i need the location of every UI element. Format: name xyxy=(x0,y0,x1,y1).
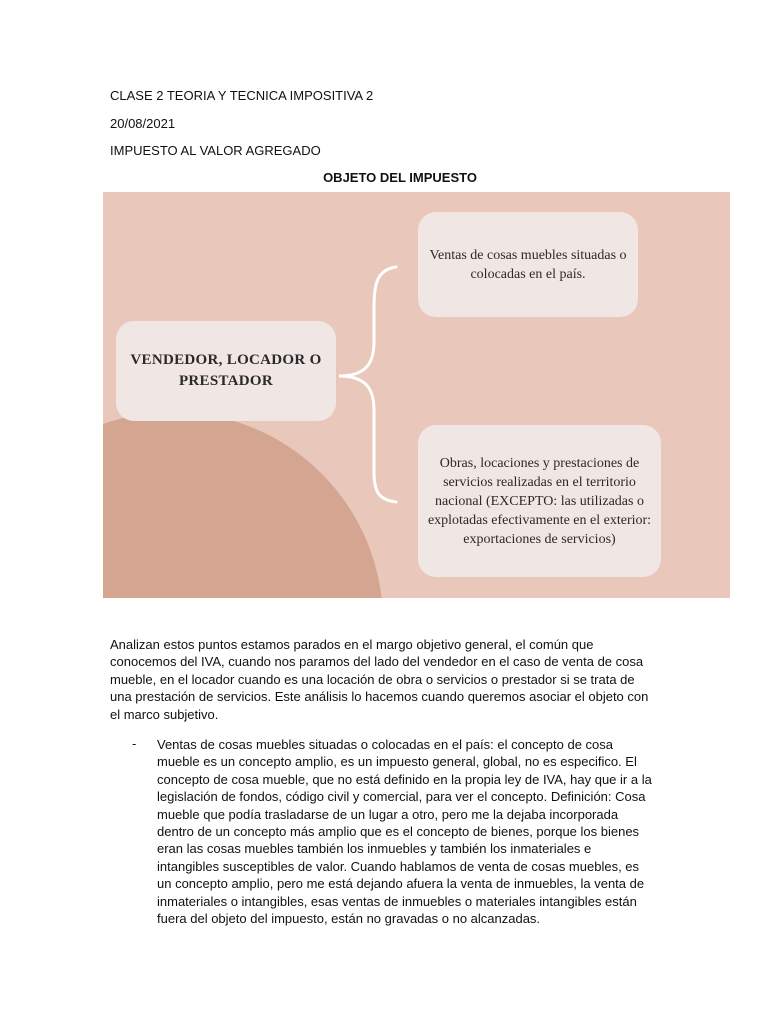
section-title: OBJETO DEL IMPUESTO xyxy=(323,170,477,185)
bullet-marker: - xyxy=(132,736,137,751)
branch-box-sales: Ventas de cosas muebles situadas o colocadas en el país. xyxy=(418,212,638,317)
date-line: 20/08/2021 xyxy=(110,116,176,131)
mind-map-diagram xyxy=(103,192,730,598)
body-paragraph: Analizan estos puntos estamos parados en el margo objetivo general, el común que conocemos del IVA, cuando nos paramos del lado del vendedor en el caso de venta de cosa mueble, en el locador cuando es una locación de obra o servicios o prestador si se trata de una prestación de servicios. Este análisis lo hacemos cuando queremos asociar el objeto con el marco subjetivo. xyxy=(110,637,649,722)
main-concept-box: VENDEDOR, LOCADOR O PRESTADOR xyxy=(116,321,336,421)
branch-box-services: Obras, locaciones y prestaciones de servicios realizadas en el territorio nacional (EXCEPTO: las utilizadas o explotadas efectivamente en el exterior: exportaciones de servicios) xyxy=(418,425,661,577)
bullet-item: Ventas de cosas muebles situadas o colocadas en el país: el concepto de cosa mueble es un concepto amplio, es un impuesto general, global, no es especifico. El concepto de cosa mueble, que no está definido en la propia ley de IVA, hay que ir a la legislación de fondos, código civil y comercial, para ver el concepto. Definición: Cosa mueble que podía trasladarse de un lugar a otro, pero me la dejaba incorporada dentro de un concepto más amplio que es el concepto de bienes, porque los bienes eran las cosas muebles también los inmuebles y también los inmateriales e intangibles susceptibles de valor. Cuando hablamos de venta de cosas muebles, es un concepto amplio, pero me está dejando afuera la venta de inmuebles, la venta de inmateriales o intangibles, esas ventas de inmuebles o materiales intangibles están fuera del objeto del impuesto, están no gravadas o no alcanzadas. xyxy=(157,737,652,927)
topic-line: IMPUESTO AL VALOR AGREGADO xyxy=(110,143,321,158)
course-line: CLASE 2 TEORIA Y TECNICA IMPOSITIVA 2 xyxy=(110,88,374,103)
